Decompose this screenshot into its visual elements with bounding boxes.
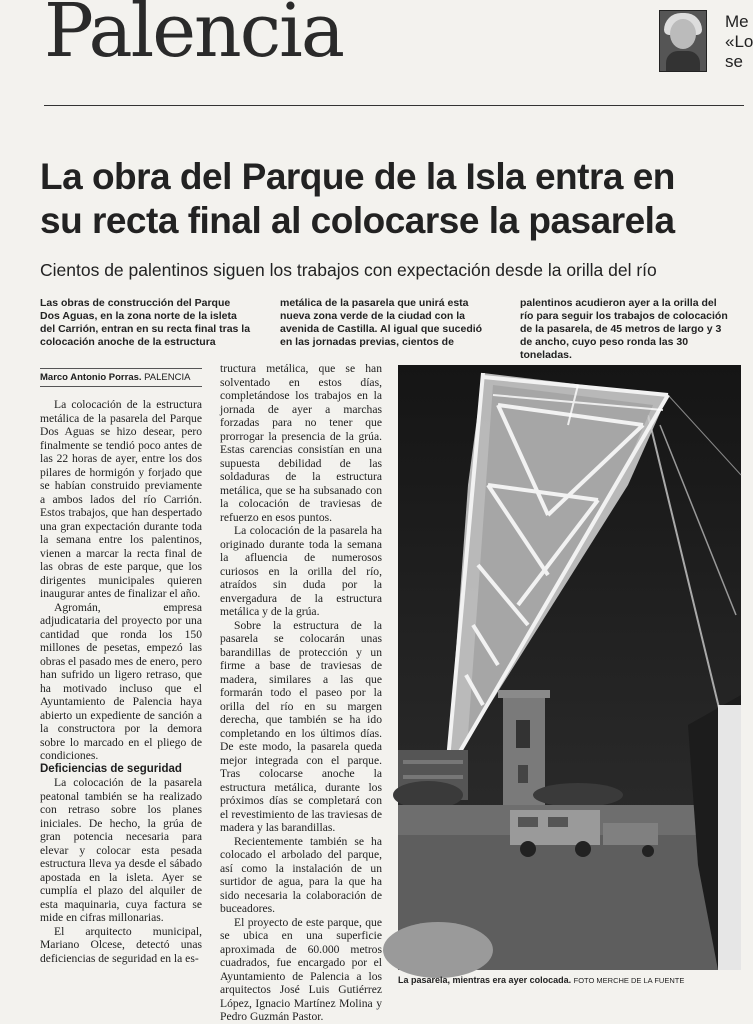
byline-place: PALENCIA	[144, 372, 191, 383]
article-subheadline: Cientos de palentinos siguen los trabajos con expectación desde la orilla del río	[40, 260, 657, 280]
section-masthead: Palencia	[44, 0, 343, 74]
person-portrait-icon	[659, 10, 707, 72]
body-column-1	[40, 398, 202, 965]
byline	[40, 368, 202, 387]
portrait-head	[670, 19, 696, 49]
section-subheading: Deficiencias de seguridad	[40, 762, 182, 775]
sidebar-line: se	[725, 52, 743, 71]
caption-text: La pasarela, mientras era ayer colocada.	[398, 975, 572, 985]
bridge-photo-illustration	[398, 365, 741, 970]
byline-author: Marco Antonio Porras.	[40, 372, 142, 383]
lead-paragraph: Las obras de construcción del Parque Dos Aguas, en la zona norte de la isleta del Carrión, entran en su recta final tras la colocación anoche de la estructura	[40, 297, 251, 348]
body-column-2	[220, 362, 382, 1024]
photo-caption	[398, 975, 741, 985]
body-paragraph: El proyecto de este parque, que se ubica en una superficie aproximada de 60.000 metros cuadrados, fue encargado por el Ayuntamiento de Palencia a los arquitectos José Luis Gutiérrez López, Ignacio Martínez Molina y Pedro Guzmán Pastor.	[220, 915, 382, 1023]
body-paragraph: La colocación de la pasarela ha originado durante toda la semana la afluencia de numerosos curiosos en la orilla del río, atraídos sin duda por la envergadura de la estructura metálica y de la grúa.	[220, 524, 382, 618]
portrait-body	[666, 51, 700, 71]
bridge-photo	[398, 365, 741, 970]
body-paragraph: La colocación de la pasarela peatonal también se ha realizado con retraso sobre los planes iniciales. De hecho, la grúa de gran potencia necesaria para elevar y colocar esta pesada estructura lleva ya desde el sábado apostada en la isleta. Ayer se cumplía el plazo del alquiler de esta maquinaria, cuya factura se mide en cifras millonarias.	[40, 776, 202, 924]
sidebar-line: «Lo	[725, 32, 753, 51]
sidebar-line: Me	[725, 12, 749, 31]
headline-line: su recta final al colocarse la pasarela	[40, 200, 675, 241]
lead-paragraph: metálica de la pasarela que unirá esta nueva zona verde de la ciudad con la avenida de Castilla. Al igual que sucedió en las jornadas previas, cientos de	[280, 297, 483, 348]
article-headline	[40, 155, 745, 243]
headline-line: La obra del Parque de la Isla entra en	[40, 156, 675, 197]
body-paragraph: El arquitecto municipal, Mariano Olcese, detectó unas deficiencias de seguridad en la es-	[40, 924, 202, 965]
body-paragraph: Recientemente también se ha colocado el arbolado del parque, así como la instalación de un surtidor de agua, para la que ha sido necesaria la colaboración de buceadores.	[220, 834, 382, 915]
lead-paragraph: palentinos acudieron ayer a la orilla del río para seguir los trabajos de colocación de la pasarela, de 45 metros de largo y 3 de ancho, cuyo peso ronda las 30 toneladas.	[520, 297, 728, 361]
photo-credit: FOTO MERCHE DE LA FUENTE	[573, 976, 685, 985]
header-rule	[44, 105, 744, 106]
sidebar-teaser[interactable]	[725, 12, 753, 72]
body-paragraph: Sobre la estructura de la pasarela se colocarán unas barandillas de protección y un firme a base de traviesas de madera, similares a las que formarán todo el paseo por la orilla del río en su margen derecha, que también se ha ido completando en los últimos días. De este modo, la pasarela queda mejor integrada con el parque. Tras colocarse anoche la estructura metálica, durante los próximos días se completará con el revestimiento de las traviesas de madera y las barandillas.	[220, 618, 382, 834]
body-paragraph: La colocación de la estructura metálica de la pasarela del Parque Dos Aguas se hizo desear, pero finalmente se tendió poco antes de las 22 horas de ayer, entre los dos pilares de hormigón y forjado que se habían construido previamente a ambos lados del río Carrión. Estos trabajos, que han despertado una gran expectación durante toda la semana entre los palentinos, vienen a marcar la recta final de las obras de este parque, que los dirigentes municipales quieren inaugurar antes de finalizar el año.	[40, 398, 202, 600]
body-paragraph: Agromán, empresa adjudicataria del proyecto por una cantidad que ronda los 150 millones de pesetas, empezó las obras el pasado mes de enero, pero han sufrido un ligero retraso, que ha motivado incluso que el Ayuntamiento de Palencia haya abierto un expediente de sanción a la constructora por la demora sobre lo marcado en el pliego de condiciones.	[40, 600, 202, 762]
body-paragraph: tructura metálica, que se han solventado en estos días, completándose los trabajos en la jornada de ayer a marchas forzadas para no tener que prorrogar la presencia de la grúa. Estas carencias consistían en una supuesta debilidad de las soldaduras de la estructura metálica, que se ha subsanado con la colocación de traviesas de refuerzo en esos puntos.	[220, 362, 382, 524]
